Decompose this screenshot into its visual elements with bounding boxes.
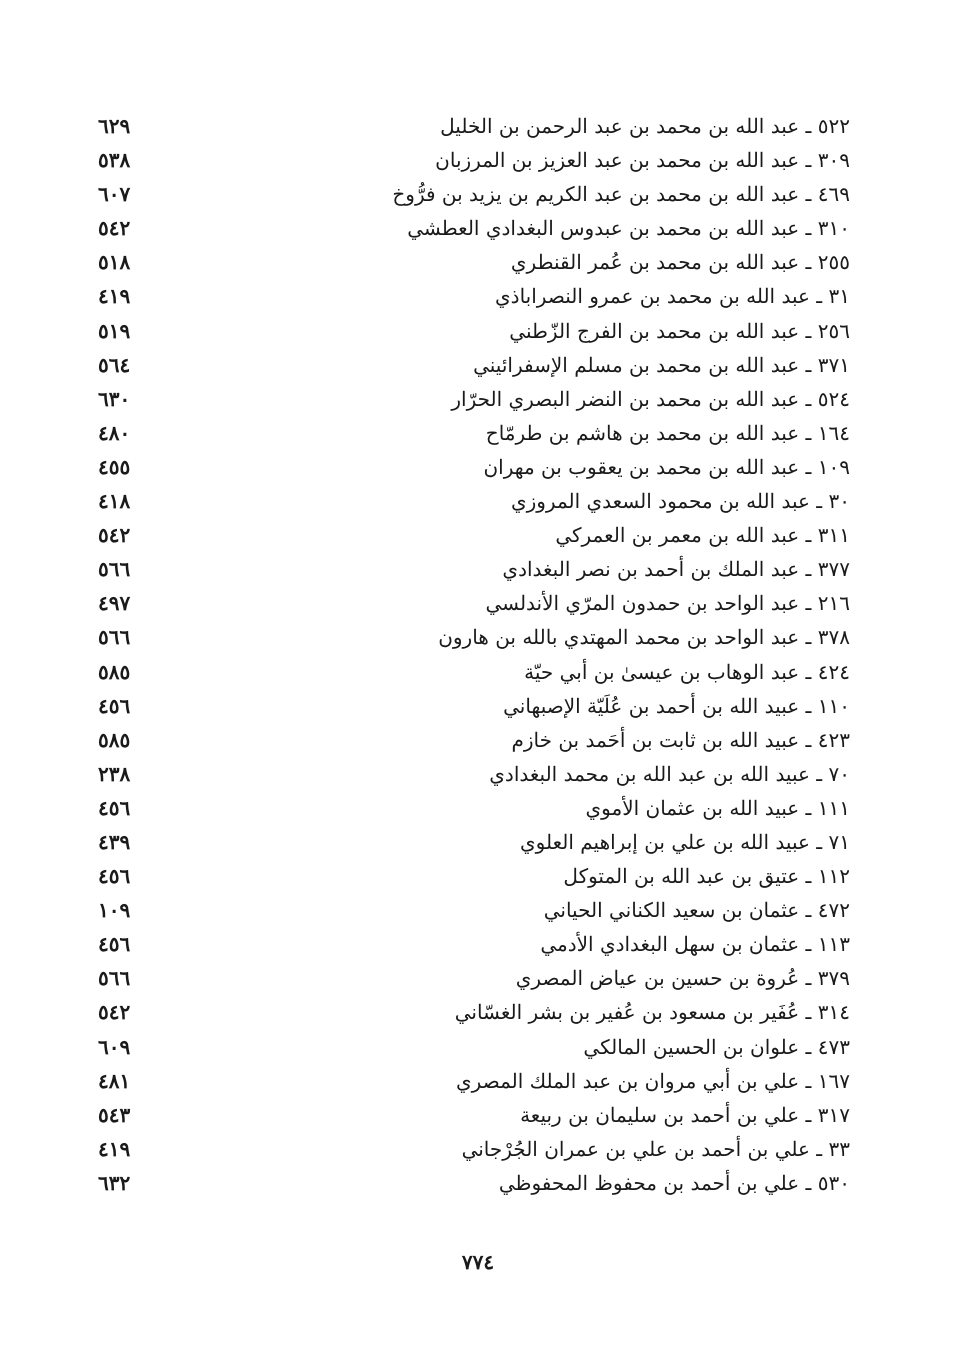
entry-page-ref: ٦٠٩ bbox=[98, 1034, 131, 1059]
entry-page-ref: ٥٦٦ bbox=[98, 625, 131, 650]
entry-name: ١٠٩ ـ عبد الله بن محمد بن يعقوب بن مهران bbox=[483, 454, 850, 479]
entry-page-ref: ١٠٩ bbox=[98, 898, 131, 923]
entry-page-ref: ٤٩٧ bbox=[98, 591, 131, 616]
index-entry bbox=[90, 450, 850, 484]
entry-page-ref: ٤٥٥ bbox=[98, 454, 131, 479]
entry-name: ٣١ ـ عبد الله بن محمد بن عمرو النصراباذي bbox=[495, 284, 850, 309]
index-entry bbox=[90, 1030, 850, 1064]
index-entry bbox=[90, 859, 850, 893]
entry-name: ٣١٠ ـ عبد الله بن محمد بن عبدوس البغدادي العطشي bbox=[407, 216, 850, 241]
entry-page-ref: ٤١٨ bbox=[98, 489, 131, 514]
entry-page-ref: ٥٦٦ bbox=[98, 966, 131, 991]
entry-name: ٥٢٤ ـ عبد الله بن محمد بن النضر البصري الحرّار bbox=[451, 386, 850, 411]
index-entry bbox=[90, 1098, 850, 1132]
index-entry bbox=[90, 927, 850, 961]
index-entry bbox=[90, 1166, 850, 1200]
entry-name: ١١٢ ـ عتيق بن عبد الله بن المتوكل bbox=[563, 864, 850, 889]
entry-page-ref: ٤٣٩ bbox=[98, 829, 131, 854]
entry-name: ١٦٧ ـ علي بن أبي مروان بن عبد الملك المصري bbox=[456, 1068, 850, 1093]
entry-page-ref: ٦٣٠ bbox=[98, 386, 131, 411]
entry-name: ٧٠ ـ عبيد الله بن عبد الله بن محمد البغدادي bbox=[489, 761, 850, 786]
index-entry bbox=[90, 757, 850, 791]
index-entry bbox=[90, 791, 850, 825]
entry-page-ref: ٥٨٥ bbox=[98, 659, 131, 684]
index-entry bbox=[90, 961, 850, 995]
entry-name: ١١١ ـ عبيد الله بن عثمان الأموي bbox=[585, 795, 850, 820]
entry-page-ref: ٦٢٩ bbox=[98, 114, 131, 138]
index-entry bbox=[90, 586, 850, 620]
entry-page-ref: ٥١٩ bbox=[98, 318, 131, 343]
entry-page-ref: ٦٠٧ bbox=[98, 182, 131, 207]
entry-page-ref: ٤٨١ bbox=[98, 1068, 131, 1093]
entry-name: ٣١١ ـ عبد الله بن معمر بن العمركي bbox=[555, 523, 850, 548]
index-entry bbox=[90, 484, 850, 518]
entry-name: ٣٠٩ ـ عبد الله بن محمد بن عبد العزيز بن المرزبان bbox=[435, 148, 850, 173]
index-entry bbox=[90, 109, 850, 143]
index-entry bbox=[90, 348, 850, 382]
entry-name: ٣٣ ـ علي بن أحمد بن علي بن عمران الجُرْجاني bbox=[461, 1136, 850, 1161]
page-number: ٧٧٤ bbox=[461, 1250, 495, 1274]
entry-name: ٣٧٨ ـ عبد الواحد بن محمد المهتدي بالله بن هارون bbox=[438, 625, 850, 650]
entry-page-ref: ٢٣٨ bbox=[98, 761, 131, 786]
index-entry bbox=[90, 143, 850, 177]
index-entry bbox=[90, 314, 850, 348]
entry-name: ١١٠ ـ عبيد الله بن أحمد بن عُلَيّة الإصبهاني bbox=[503, 693, 850, 718]
index-entry bbox=[90, 825, 850, 859]
index-entry bbox=[90, 1064, 850, 1098]
index-entry bbox=[90, 177, 850, 211]
entry-page-ref: ٤١٩ bbox=[98, 1136, 131, 1161]
entry-name: ٣٧٧ ـ عبد الملك بن أحمد بن نصر البغدادي bbox=[502, 557, 850, 582]
entry-page-ref: ٥٦٦ bbox=[98, 557, 131, 582]
entry-name: ٢٥٥ ـ عبد الله بن محمد بن عُمر القنطري bbox=[510, 250, 850, 275]
entry-page-ref: ٤٨٠ bbox=[98, 420, 131, 445]
index-entry bbox=[90, 893, 850, 927]
index-entry bbox=[90, 655, 850, 689]
entry-page-ref: ٤٥٦ bbox=[98, 932, 131, 957]
entry-page-ref: ٥٣٨ bbox=[98, 148, 131, 173]
entry-page-ref: ٥٤٢ bbox=[98, 523, 131, 548]
index-entry bbox=[90, 279, 850, 313]
index-entry bbox=[90, 723, 850, 757]
entry-name: ٥٣٠ ـ علي بن أحمد بن محفوظ المحفوظي bbox=[498, 1170, 850, 1195]
entry-page-ref: ٥٦٤ bbox=[98, 352, 131, 377]
entry-page-ref: ٥٨٥ bbox=[98, 727, 131, 752]
index-entry bbox=[90, 211, 850, 245]
entry-name: ٢١٦ ـ عبد الواحد بن حمدون المرّي الأندلسي bbox=[485, 591, 850, 616]
index-entry bbox=[90, 620, 850, 654]
entry-name: ١٦٤ ـ عبد الله بن محمد بن هاشم بن طرمّاح bbox=[485, 420, 850, 445]
entry-page-ref: ٥٤٢ bbox=[98, 216, 131, 241]
index-list bbox=[90, 109, 850, 1200]
entry-page-ref: ٥٤٢ bbox=[98, 1000, 131, 1025]
entry-page-ref: ٥٤٣ bbox=[98, 1102, 131, 1127]
entry-page-ref: ٤٥٦ bbox=[98, 693, 131, 718]
index-entry bbox=[90, 995, 850, 1029]
entry-name: ٣٠ ـ عبد الله بن محمود السعدي المروزي bbox=[510, 489, 850, 514]
index-entry bbox=[90, 382, 850, 416]
entry-name: ٣١٤ ـ عُفَير بن مسعود بن عُفير بن بشر الغسّاني bbox=[454, 1000, 850, 1025]
entry-name: ٢٥٦ ـ عبد الله بن محمد بن الفرج الزّطني bbox=[509, 318, 850, 343]
entry-page-ref: ٤٥٦ bbox=[98, 864, 131, 889]
entry-name: ١١٣ ـ عثمان بن سهل البغدادي الأدمي bbox=[540, 932, 850, 957]
entry-name: ٣٧٩ ـ عُروة بن حسين بن عياض المصري bbox=[515, 966, 850, 991]
entry-name: ٥٢٢ ـ عبد الله بن محمد بن عبد الرحمن بن الخليل bbox=[440, 114, 850, 138]
index-entry bbox=[90, 552, 850, 586]
entry-name: ٤٢٤ ـ عبد الوهاب بن عيسىٰ بن أبي حيّة bbox=[524, 659, 850, 684]
entry-name: ٤٧٢ ـ عثمان بن سعيد الكناني الحياني bbox=[543, 898, 850, 923]
entry-name: ٤٧٣ ـ علوان بن الحسين المالكي bbox=[583, 1034, 850, 1059]
index-entry bbox=[90, 689, 850, 723]
entry-name: ٣١٧ ـ علي بن أحمد بن سليمان بن ربيعة bbox=[520, 1102, 850, 1127]
entry-name: ٤٢٣ ـ عبيد الله بن ثابت بن أحَمد بن خازم bbox=[511, 727, 850, 752]
entry-page-ref: ٤٥٦ bbox=[98, 795, 131, 820]
index-entry bbox=[90, 416, 850, 450]
entry-name: ٣٧١ ـ عبد الله بن محمد بن مسلم الإسفرائيني bbox=[473, 352, 850, 377]
entry-page-ref: ٦٣٢ bbox=[98, 1170, 131, 1195]
entry-page-ref: ٤١٩ bbox=[98, 284, 131, 309]
index-entry bbox=[90, 518, 850, 552]
index-entry bbox=[90, 245, 850, 279]
index-entry bbox=[90, 1132, 850, 1166]
entry-name: ٧١ ـ عبيد الله بن علي بن إبراهيم العلوي bbox=[519, 829, 850, 854]
entry-name: ٤٦٩ ـ عبد الله بن محمد بن عبد الكريم بن يزيد بن فرُّوخ bbox=[392, 182, 850, 207]
entry-page-ref: ٥١٨ bbox=[98, 250, 131, 275]
